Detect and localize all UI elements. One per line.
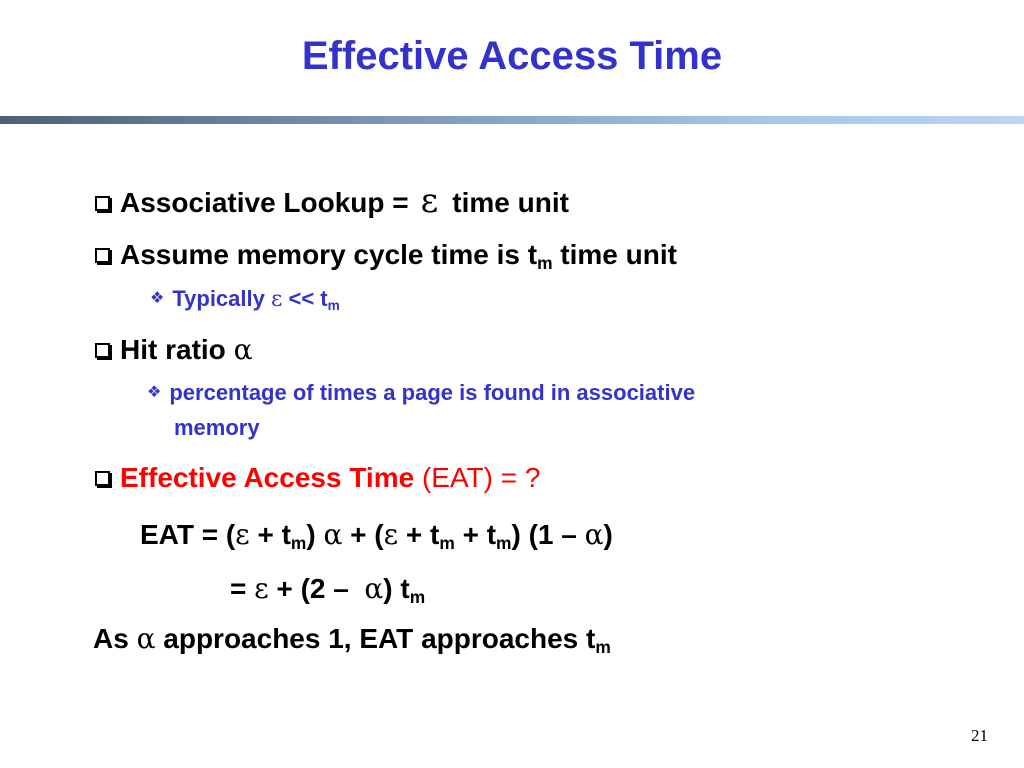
subscript: m: [409, 586, 426, 607]
highlighted-term: Effective Access Time: [120, 462, 415, 493]
epsilon-symbol: ε: [270, 287, 283, 312]
conclusion-text: As: [93, 623, 137, 654]
alpha-symbol: α: [323, 518, 343, 551]
bullet-memory-cycle: [95, 239, 677, 271]
slide-title: Effective Access Time: [301, 34, 723, 78]
bullet-text: Associative Lookup =: [120, 187, 409, 218]
conclusion-line: [93, 622, 611, 655]
sub-bullet-text-line1: percentage of times a page is found in associative: [169, 380, 696, 405]
formula-text: ) (1 –: [511, 519, 585, 550]
sub-bullet-percentage-cont: [174, 415, 260, 441]
bullet-text: Assume memory cycle time is t: [120, 239, 538, 270]
bullet-associative-lookup: [95, 181, 569, 221]
formula-text: + t: [454, 519, 497, 550]
formula-eat: [140, 518, 613, 551]
checkbox-bullet-icon: [95, 196, 110, 211]
title-divider: [0, 116, 1024, 124]
epsilon-symbol: ε: [383, 518, 399, 551]
bullet-text-suffix: time unit: [452, 187, 569, 218]
page-number: 21: [971, 726, 988, 745]
sub-bullet-text-line2: memory: [174, 415, 260, 440]
formula-text: + t: [398, 519, 440, 550]
formula-text: EAT = (: [140, 519, 236, 550]
conclusion-text: approaches 1, EAT approaches t: [155, 623, 596, 654]
formula-text: + t: [249, 519, 291, 550]
checkbox-bullet-icon: [95, 471, 110, 486]
subscript: m: [496, 532, 512, 553]
bullet-text-suffix: time unit: [552, 239, 677, 270]
formula-text: ): [306, 519, 324, 550]
formula-text: ) t: [383, 573, 410, 604]
formula-text: + (2 –: [268, 573, 365, 604]
subscript: m: [537, 252, 553, 273]
sub-bullet-percentage: [147, 380, 695, 406]
epsilon-symbol: ε: [420, 181, 439, 221]
formula-simplified: [230, 572, 425, 605]
subscript: m: [595, 636, 611, 657]
alpha-symbol: α: [364, 572, 384, 605]
subscript: m: [327, 297, 340, 313]
diamond-bullet-icon: ❖: [150, 290, 165, 307]
bullet-text-suffix: (EAT) = ?: [414, 462, 541, 493]
bullet-eat: [95, 462, 540, 494]
alpha-symbol: α: [584, 518, 604, 551]
subscript: m: [290, 532, 307, 553]
checkbox-bullet-icon: [95, 343, 110, 358]
sub-bullet-text: Typically: [172, 286, 271, 311]
bullet-hit-ratio: [95, 333, 252, 366]
formula-text: =: [230, 573, 255, 604]
formula-text: ): [603, 519, 613, 550]
bullet-text: Hit ratio: [120, 334, 234, 365]
epsilon-symbol: ε: [235, 518, 250, 551]
alpha-symbol: α: [136, 622, 156, 655]
diamond-bullet-icon: ❖: [147, 384, 162, 401]
formula-text: + (: [342, 519, 384, 550]
subscript: m: [439, 532, 455, 553]
checkbox-bullet-icon: [95, 248, 110, 263]
sub-bullet-text-mid: << t: [282, 286, 328, 311]
epsilon-symbol: ε: [254, 572, 269, 605]
sub-bullet-typically: [150, 286, 340, 312]
alpha-symbol: α: [233, 333, 253, 366]
